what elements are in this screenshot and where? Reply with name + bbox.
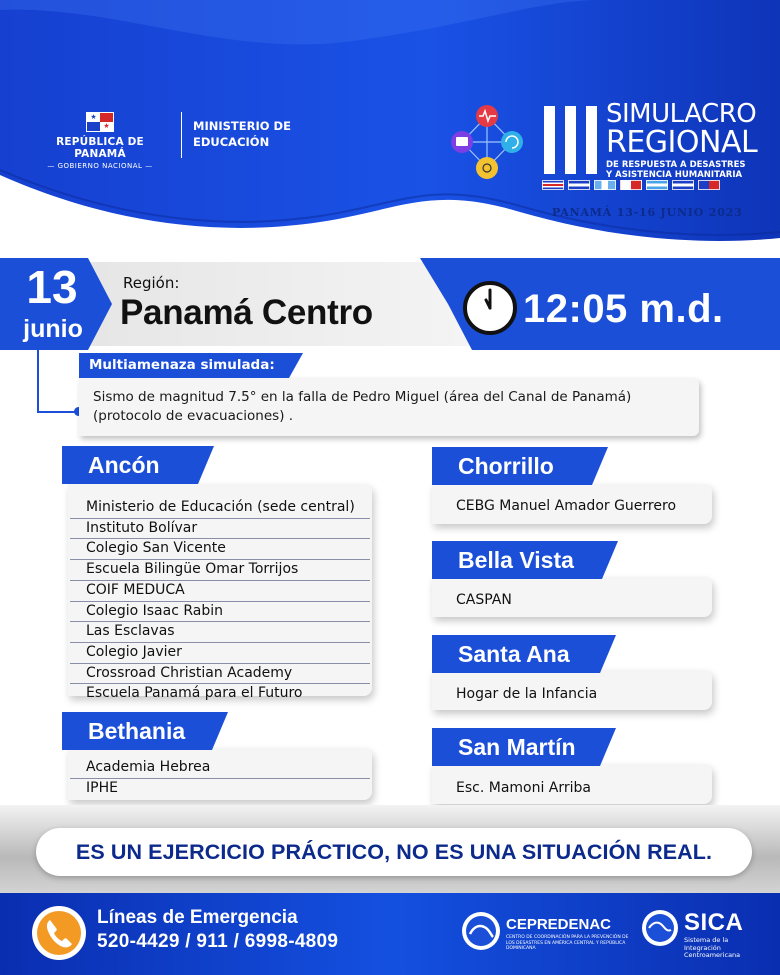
phone-icon — [30, 904, 88, 962]
notice-message: ES UN EJERCICIO PRÁCTICO, NO ES UNA SITUACIÓN REAL. — [36, 828, 752, 876]
bella-vista-tab: Bella Vista — [432, 541, 602, 579]
santa-ana-item: Hogar de la Infancia — [456, 686, 598, 702]
sica-logo-icon — [640, 908, 680, 948]
guatemala-flag-icon — [594, 180, 616, 190]
event-title-line2: REGIONAL — [606, 125, 758, 160]
sica-subtitle: Sistema de la Integración Centroamericana — [684, 936, 741, 959]
panama-mini-flag-icon — [620, 180, 642, 190]
government-subtitle: — GOBIERNO NACIONAL — — [47, 162, 153, 170]
region-label: Región: — [123, 274, 180, 292]
costa-rica-flag-icon — [542, 180, 564, 190]
sica-name: SICA — [684, 909, 744, 936]
event-title-line1: SIMULACRO — [606, 99, 757, 129]
list-item: Instituto Bolívar — [70, 519, 370, 540]
event-title — [606, 100, 766, 180]
el-salvador-flag-icon — [672, 180, 694, 190]
emergency-numbers: 520-4429 / 911 / 6998-4809 — [97, 931, 339, 952]
list-item: IPHE — [86, 779, 118, 796]
member-flags — [542, 180, 720, 190]
connector-line — [37, 350, 39, 413]
cepredenac-logo-icon — [460, 910, 502, 952]
clock-icon — [462, 280, 518, 336]
list-item: Escuela Panamá para el Futuro — [86, 685, 303, 702]
list-item: Ministerio de Educación (sede central) — [70, 498, 370, 519]
schedule-day: 13 — [26, 261, 78, 313]
dominican-republic-flag-icon — [698, 180, 720, 190]
list-item: Colegio Isaac Rabin — [70, 602, 370, 623]
panama-flag-icon: ★ ★ — [86, 112, 114, 132]
list-item: Escuela Bilingüe Omar Torrijos — [70, 560, 370, 581]
hazard-network-icon — [448, 102, 526, 182]
chorrillo-tab: Chorrillo — [432, 447, 592, 485]
chorrillo-item: CEBG Manuel Amador Guerrero — [456, 498, 677, 514]
government-brand — [30, 112, 170, 170]
list-item: Las Esclavas — [70, 622, 370, 643]
list-item: Colegio San Vicente — [70, 539, 370, 560]
header-divider — [181, 112, 182, 158]
government-name: REPÚBLICA DE PANAMÁ — [56, 136, 144, 160]
ancon-tab: Ancón — [62, 446, 198, 484]
list-item: Colegio Javier — [70, 643, 370, 664]
emergency-title: Líneas de Emergencia — [97, 907, 298, 928]
ministry-name: MINISTERIO DE EDUCACIÓN — [193, 119, 291, 149]
multihazard-label: Multiamenaza simulada: — [79, 353, 289, 378]
santa-ana-tab: Santa Ana — [432, 635, 600, 673]
nicaragua-flag-icon — [646, 180, 668, 190]
list-item: Academia Hebrea — [70, 758, 370, 779]
roman-numeral-bars — [544, 106, 602, 174]
event-title-line4: Y ASISTENCIA HUMANITARIA — [606, 170, 743, 180]
event-title-line3: DE RESPUESTA A DESASTRES — [606, 160, 746, 170]
list-item: COIF MEDUCA — [70, 581, 370, 602]
san-martin-tab: San Martín — [432, 728, 600, 766]
bethania-list — [70, 758, 370, 798]
list-item: Crossroad Christian Academy — [70, 664, 370, 685]
bethania-tab: Bethania — [62, 712, 212, 750]
header-banner — [0, 0, 780, 265]
schedule-month: junio — [23, 315, 83, 343]
honduras-flag-icon — [568, 180, 590, 190]
multihazard-description: Sismo de magnitud 7.5° en la falla de Pedro Miguel (área del Canal de Panamá) (protocolo de evacuaciones) . — [93, 389, 632, 424]
schedule-time: 12:05 m.d. — [523, 287, 724, 331]
bella-vista-item: CASPAN — [456, 592, 512, 608]
cepredenac-name: CEPREDENAC — [506, 916, 612, 933]
connector-line-horizontal — [37, 411, 79, 413]
san-martin-item: Esc. Mamoni Arriba — [456, 780, 592, 796]
event-dates: PANAMÁ 13-16 JUNIO 2023 — [552, 206, 743, 219]
ancon-list — [70, 498, 370, 704]
cepredenac-subtitle: CENTRO DE COORDINACIÓN PARA LA PREVENCIÓN DE LOS DESASTRES EN AMÉRICA CENTRAL Y REPÚBLICA DOMINICANA — [506, 935, 629, 951]
region-name: Panamá Centro — [120, 293, 373, 332]
